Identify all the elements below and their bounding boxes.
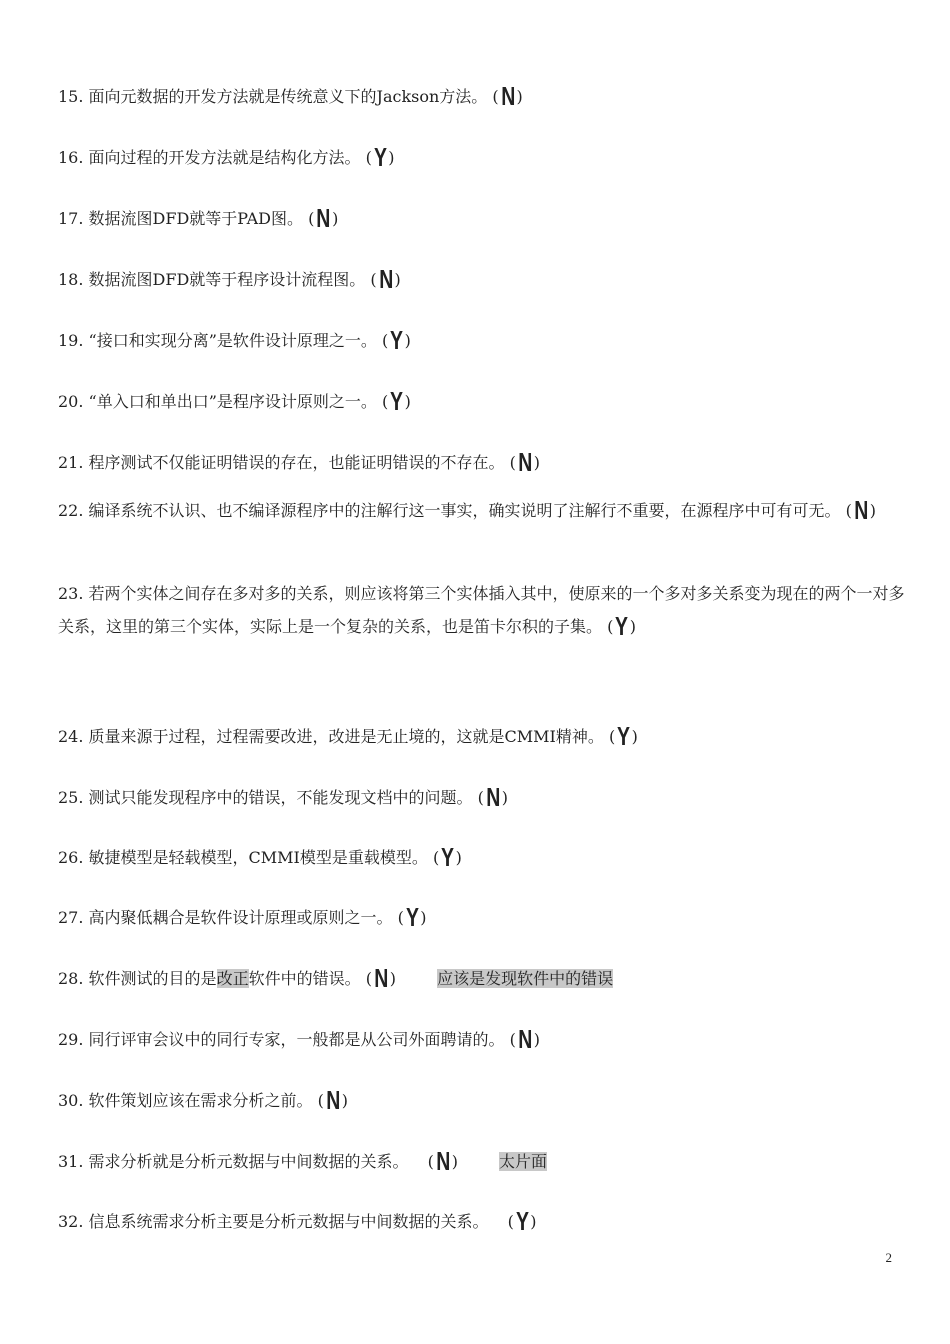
question-text: 编译系统不认识、也不编译源程序中的注解行这一事实，确实说明了注解行不重要，在源程序中可有可无。 — [88, 501, 841, 520]
question-30: 30. 软件策划应该在需求分析之前。 (N ) — [58, 1085, 348, 1115]
question-number: 29. — [58, 1030, 84, 1049]
question-number: 16. — [58, 148, 84, 167]
answer-mark: Y — [617, 721, 630, 751]
question-20: 20. “单入口和单出口”是程序设计原则之一。 (Y ) — [58, 386, 411, 416]
answer-mark: N — [518, 1024, 532, 1054]
question-32: 32. 信息系统需求分析主要是分析元数据与中间数据的关系。 (Y ) — [58, 1206, 537, 1236]
question-number: 17. — [58, 209, 84, 228]
answer-mark: N — [378, 264, 393, 294]
question-27: 27. 高内聚低耦合是软件设计原理或原则之一。 (Y ) — [58, 902, 427, 932]
answer-mark: Y — [515, 1206, 529, 1236]
question-text: 软件策划应该在需求分析之前。 — [88, 1091, 313, 1110]
question-number: 23. — [58, 584, 84, 603]
question-number: 18. — [58, 270, 84, 289]
answer-mark: N — [316, 203, 330, 233]
question-number: 31. — [58, 1152, 84, 1171]
question-number: 19. — [58, 331, 84, 350]
question-text: 高内聚低耦合是软件设计原理或原则之一。 — [88, 908, 393, 927]
question-text: 若两个实体之间存在多对多的关系，则应该将第三个实体插入其中，使原来的一个多对多关系变为现在的两个一对多关系，这里的第三个实体，实际上是一个复杂的关系，也是笛卡尔积的子集。 — [58, 584, 905, 636]
question-21: 21. 程序测试不仅能证明错误的存在，也能证明错误的不存在。 (N ) — [58, 447, 540, 477]
answer-mark: Y — [615, 611, 628, 641]
question-number: 32. — [58, 1212, 84, 1231]
answer-mark: Y — [373, 142, 387, 172]
answer-mark: Y — [441, 842, 454, 872]
question-text: 软件测试的目的是改正软件中的错误。 — [88, 969, 361, 988]
question-text: 质量来源于过程，过程需要改进，改进是无止境的，这就是CMMI精神。 — [88, 727, 604, 746]
question-number: 22. — [58, 501, 84, 520]
question-22: 22. 编译系统不认识、也不编译源程序中的注解行这一事实，确实说明了注解行不重要，在源程序中可有可无。 (N ) — [58, 486, 910, 535]
question-text: 同行评审会议中的同行专家，一般都是从公司外面聘请的。 — [88, 1030, 505, 1049]
question-text: 数据流图DFD就等于程序设计流程图。 — [88, 270, 366, 289]
answer-mark: Y — [390, 386, 403, 416]
question-text: 数据流图DFD就等于PAD图。 — [88, 209, 303, 228]
answer-mark: N — [500, 81, 515, 111]
question-17: 17. 数据流图DFD就等于PAD图。 (N ) — [58, 203, 339, 233]
question-text: 需求分析就是分析元数据与中间数据的关系。 — [88, 1152, 409, 1171]
question-18: 18. 数据流图DFD就等于程序设计流程图。 (N ) — [58, 264, 401, 294]
answer-mark: N — [436, 1146, 450, 1176]
question-16: 16. 面向过程的开发方法就是结构化方法。 (Y ) — [58, 142, 395, 172]
answer-mark: N — [374, 963, 388, 993]
question-number: 15. — [58, 87, 84, 106]
question-25: 25. 测试只能发现程序中的错误，不能发现文档中的问题。 (N ) — [58, 782, 508, 812]
question-text: 测试只能发现程序中的错误，不能发现文档中的问题。 — [88, 788, 473, 807]
question-23: 23. 若两个实体之间存在多对多的关系，则应该将第三个实体插入其中，使原来的一个多对多关系变为现在的两个一对多关系，这里的第三个实体，实际上是一个复杂的关系，也是笛卡尔积的子集。 (Y ) — [58, 578, 910, 643]
question-text: 面向元数据的开发方法就是传统意义下的Jackson方法。 — [88, 87, 488, 106]
answer-mark: N — [854, 495, 868, 525]
highlighted-text: 改正 — [216, 969, 249, 988]
page-number: 2 — [885, 1250, 892, 1265]
question-text: 程序测试不仅能证明错误的存在，也能证明错误的不存在。 — [88, 453, 505, 472]
question-number: 20. — [58, 392, 84, 411]
question-number: 26. — [58, 848, 84, 867]
question-text: 信息系统需求分析主要是分析元数据与中间数据的关系。 — [88, 1212, 489, 1231]
question-text: “单入口和单出口”是程序设计原则之一。 — [88, 392, 377, 411]
question-text: 敏捷模型是轻载模型，CMMI模型是重载模型。 — [88, 848, 428, 867]
question-15: 15. 面向元数据的开发方法就是传统意义下的Jackson方法。 (N ) — [58, 81, 523, 111]
answer-mark: N — [518, 447, 532, 477]
question-number: 28. — [58, 969, 84, 988]
question-number: 27. — [58, 908, 84, 927]
question-text: 面向过程的开发方法就是结构化方法。 — [88, 148, 361, 167]
question-text: “接口和实现分离”是软件设计原理之一。 — [88, 331, 377, 350]
question-28: 28. 软件测试的目的是改正软件中的错误。 (N ) 应该是发现软件中的错误 — [58, 963, 614, 993]
question-29: 29. 同行评审会议中的同行专家，一般都是从公司外面聘请的。 (N ) — [58, 1024, 540, 1054]
correction-note: 太片面 — [499, 1152, 548, 1171]
correction-note: 应该是发现软件中的错误 — [437, 969, 614, 988]
question-31: 31. 需求分析就是分析元数据与中间数据的关系。 (N ) 太片面 — [58, 1146, 548, 1176]
question-number: 30. — [58, 1091, 84, 1110]
answer-mark: Y — [405, 902, 419, 932]
question-19: 19. “接口和实现分离”是软件设计原理之一。 (Y ) — [58, 325, 411, 355]
answer-mark: Y — [390, 325, 403, 355]
question-24: 24. 质量来源于过程，过程需要改进，改进是无止境的，这就是CMMI精神。 (Y ) — [58, 721, 638, 751]
question-number: 21. — [58, 453, 84, 472]
question-number: 25. — [58, 788, 84, 807]
question-26: 26. 敏捷模型是轻载模型，CMMI模型是重载模型。 (Y ) — [58, 842, 462, 872]
question-number: 24. — [58, 727, 84, 746]
answer-mark: N — [486, 782, 500, 812]
answer-mark: N — [326, 1085, 340, 1115]
